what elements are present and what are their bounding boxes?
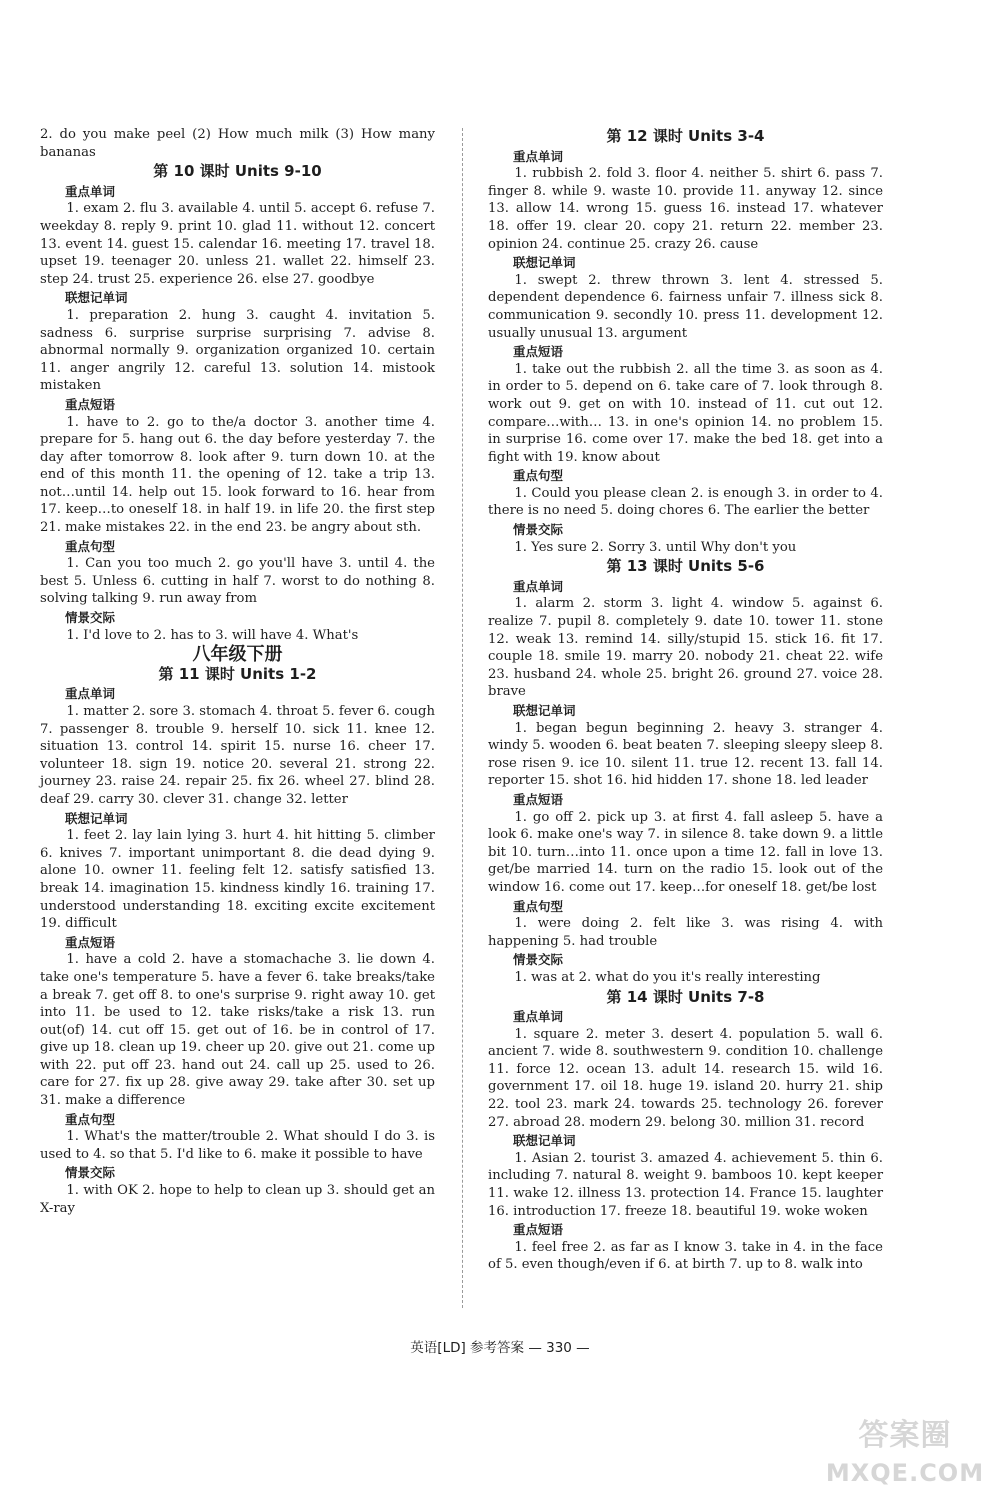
section-heading: 重点短语	[513, 344, 564, 360]
watermark-logo: 答案圈 MXQE.COM	[825, 1418, 985, 1487]
section-heading: 重点句型	[65, 1111, 116, 1127]
answer-paragraph: 1. were doing 2. felt like 3. was rising 4. with happening 5. had trouble	[488, 916, 883, 949]
section-heading: 联想记单词	[65, 290, 128, 306]
section-heading: 重点句型	[513, 898, 564, 914]
section-heading: 情景交际	[513, 952, 564, 968]
section-heading: 重点短语	[65, 934, 116, 950]
answer-paragraph: 1. have a cold 2. have a stomachache 3. lie down 4. take one's temperature 5. have a fever 6. take breaks/take a break 7. get off 8. to one's surprise 9. right away 10. get into 11. be used to 12. take risks/take a risk 13. run out(of) 14. cut off 15. get out of 16. be in control of 17. give up 18. clean up 19. cheer up 20. give out 21. come up with 22. put off 23. hand out 24. call up 25. used to 26. care for 27. fix up 28. give away 29. take after 30. set up 31. make a difference	[40, 952, 435, 1109]
answer-paragraph: 1. was at 2. what do you it's really interesting	[514, 969, 821, 985]
column-divider	[462, 128, 463, 1308]
section-heading: 重点单词	[513, 1009, 564, 1025]
section-heading: 联想记单词	[65, 810, 128, 826]
answer-paragraph: 1. feet 2. lay lain lying 3. hurt 4. hit hitting 5. climber 6. knives 7. important unimportant 8. die dead dying 9. alone 10. owner 11. feeling felt 12. satisfy satisfied 13. break 14. imagination 15. kindness kindly 16. training 17. understood understanding 18. exciting excite excitement 19. difficult	[40, 828, 435, 932]
answer-paragraph: 1. exam 2. flu 3. available 4. until 5. accept 6. refuse 7. weekday 8. reply 9. print 10. glad 11. without 12. concert 13. event 14. guest 15. calendar 16. meeting 17. travel 18. upset 19. teenager 20. unless 21. wallet 22. himself 23. step 24. trust 25. experience 26. else 27. goodbye	[40, 201, 435, 287]
section-heading: 联想记单词	[513, 703, 576, 718]
answer-paragraph: 1. have to 2. go to the/a doctor 3. another time 4. prepare for 5. hang out 6. the day before yesterday 7. the day after tomorrow 8. look after 9. turn down 10. at the end of this month 11. the opening of 12. take a trip 13. not…until 14. help out 15. look forward to 16. hear from 17. keep…to oneself 18. in half 19. in life 20. the first step 21. make mistakes 22. in the end 23. be angry about sth.	[40, 414, 435, 536]
lesson-title: 第 10 课时 Units 9-10	[153, 162, 322, 181]
section-heading: 情景交际	[65, 610, 116, 626]
lesson-title: 第 13 课时 Units 5-6	[606, 557, 765, 576]
answer-paragraph: 1. feel free 2. as far as I know 3. take in 4. in the face of 5. even though/even if 6. at birth 7. up to 8. walk into	[488, 1239, 883, 1273]
lesson-title: 第 11 课时 Units 1-2	[158, 664, 317, 683]
grade-heading: 八年级下册	[192, 644, 283, 666]
section-heading: 情景交际	[65, 1165, 116, 1181]
answer-paragraph: 1. Can you too much 2. go you'll have 3. until 4. the best 5. Unless 6. cutting in half 7. worst to do nothing 8. solving talking 9. run away from	[40, 556, 435, 607]
answer-paragraph: 1. Asian 2. tourist 3. amazed 4. achievement 5. thin 6. including 7. natural 8. weight 9. bamboos 10. kept keeper 11. wake 12. illness 13. protection 14. France 15. laughter 16. introduction 17. freeze 18. beautiful 19. woke woken	[488, 1150, 883, 1219]
section-heading: 重点句型	[65, 538, 116, 554]
section-heading: 重点短语	[513, 791, 564, 807]
section-heading: 重点单词	[513, 578, 564, 594]
answer-paragraph: 1. began begun beginning 2. heavy 3. stranger 4. windy 5. wooden 6. beat beaten 7. sleeping sleepy sleep 8. rose risen 9. ice 10. silent 11. true 12. recent 13. fall 14. reporter 15. shot 16. hid hidden 17. shone 18. led leader	[488, 720, 883, 789]
page-footer: 英语[LD] 参考答案 — 330 —	[410, 1340, 590, 1356]
lesson-title: 第 14 课时 Units 7-8	[606, 987, 765, 1006]
answer-paragraph: 1. preparation 2. hung 3. caught 4. invitation 5. sadness 6. surprise surprise surprising 7. advise 8. abnormal normally 9. organization organized 10. certain 11. anger angrily 12. careful 13. solution 14. mistook mistaken	[40, 307, 435, 394]
answer-paragraph: 1. go off 2. pick up 3. at first 4. fall asleep 5. have a look 6. make one's way 7. in silence 8. take down 9. a little bit 10. turn…into 11. once upon a time 12. fall in love 13. get/be married 14. turn on the radio 15. look out of the window 16. come out 17. keep…for oneself 18. get/be lost	[488, 809, 883, 895]
section-heading: 联想记单词	[513, 255, 576, 271]
section-heading: 重点单词	[513, 148, 564, 164]
right-column	[488, 126, 883, 1274]
answer-paragraph: 1. swept 2. threw thrown 3. lent 4. stressed 5. dependent dependence 6. fairness unfair 7. illness sick 8. communication 9. secondly 10. press 11. development 12. usually unusual 13. argument	[488, 272, 883, 341]
left-column	[40, 126, 435, 1217]
answer-paragraph: 1. take out the rubbish 2. all the time 3. as soon as 4. in order to 5. depend on 6. take care of 7. look through 8. work out 9. get on with 10. instead of 11. cut out 12. compare…with… 13. in one's opinion 14. no problem 15. in surprise 16. come over 17. make the bed 18. get into a fight with 19. know about	[488, 361, 883, 465]
answer-paragraph: 1. Yes sure 2. Sorry 3. until Why don't you	[514, 539, 797, 555]
answer-paragraph: 1. rubbish 2. fold 3. floor 4. neither 5. shirt 6. pass 7. finger 8. while 9. waste 10. provide 11. anyway 12. since 13. allow 14. wrong 15. guess 16. instead 17. whatever 18. offer 19. clear 20. copy 21. return 22. member 23. opinion 24. continue 25. crazy 26. cause	[488, 166, 883, 252]
section-heading: 重点句型	[513, 468, 564, 484]
answer-paragraph: 1. What's the matter/trouble 2. What should I do 3. is used to 4. so that 5. I'd like to 6. make it possible to have	[40, 1129, 435, 1162]
answer-paragraph: 1. with OK 2. hope to help to clean up 3. should get an X-ray	[40, 1183, 435, 1216]
answer-paragraph: 1. Could you please clean 2. is enough 3. in order to 4. there is no need 5. doing chores 6. The earlier the better	[488, 485, 883, 519]
answer-paragraph: 1. I'd love to 2. has to 3. will have 4. What's	[66, 627, 359, 643]
section-heading: 重点单词	[65, 183, 116, 199]
section-heading: 情景交际	[513, 522, 564, 538]
section-heading: 重点短语	[513, 1222, 564, 1238]
answer-paragraph: 1. matter 2. sore 3. stomach 4. throat 5. fever 6. cough 7. passenger 8. trouble 9. herself 10. sick 11. knee 12. situation 13. control 14. spirit 15. nurse 16. cheer 17. volunteer 18. sign 19. notice 20. several 21. strong 22. journey 23. raise 24. repair 25. fix 26. wheel 27. blind 28. deaf 29. carry 30. clever 31. change 32. letter	[40, 704, 435, 807]
answer-paragraph: 1. alarm 2. storm 3. light 4. window 5. against 6. realize 7. pupil 8. completely 9. date 10. tower 11. stone 12. weak 13. remind 14. silly/stupid 15. stick 16. fit 17. couple 18. smile 19. marry 20. nobody 21. cheat 22. wife 23. husband 24. whole 25. bright 26. ground 27. voice 28. brave	[488, 596, 883, 700]
lesson-title: 第 12 课时 Units 3-4	[606, 127, 765, 145]
section-heading: 重点短语	[65, 396, 116, 412]
section-heading: 重点单词	[65, 686, 116, 702]
section-heading: 联想记单词	[513, 1133, 576, 1149]
answer-paragraph: 1. square 2. meter 3. desert 4. population 5. wall 6. ancient 7. wide 8. southwestern 9. condition 10. challenge 11. force 12. ocean 13. adult 14. research 15. wild 16. government 17. oil 18. huge 19. island 20. hurry 21. ship 22. tool 23. mark 24. towards 25. technology 26. forever 27. abroad 28. modern 29. belong 30. million 31. record	[488, 1026, 883, 1130]
answer-paragraph: 2. do you make peel (2) How much milk (3) How many bananas	[40, 127, 435, 160]
